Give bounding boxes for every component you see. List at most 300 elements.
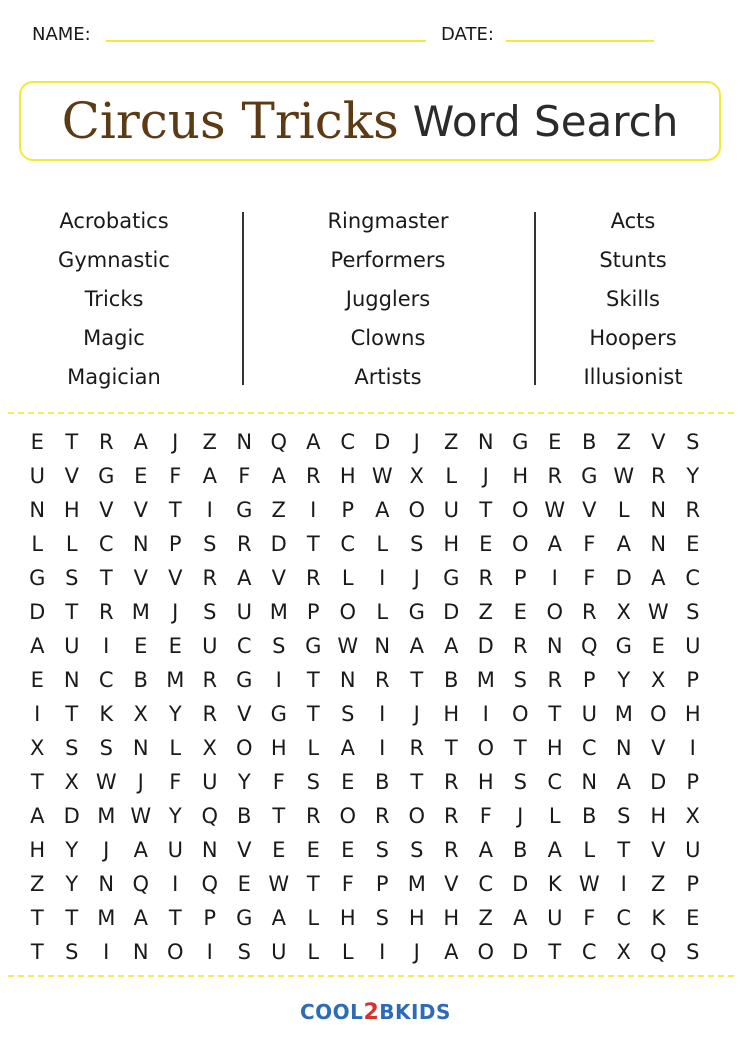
grid-letter[interactable]: I [103, 634, 110, 658]
grid-letter[interactable]: Z [616, 430, 631, 454]
grid-letter[interactable]: F [479, 804, 492, 828]
grid-letter[interactable]: W [371, 464, 393, 488]
grid-letter[interactable]: T [30, 906, 44, 930]
grid-letter[interactable]: F [169, 770, 182, 794]
grid-letter[interactable]: Y [168, 702, 182, 726]
grid-letter[interactable]: W [95, 770, 117, 794]
grid-letter[interactable]: S [617, 804, 631, 828]
grid-letter[interactable]: V [99, 498, 114, 522]
grid-letter[interactable]: V [133, 498, 148, 522]
grid-letter[interactable]: B [444, 668, 459, 692]
grid-letter[interactable]: D [650, 770, 667, 794]
grid-letter[interactable]: G [615, 634, 632, 658]
grid-letter[interactable]: T [65, 702, 79, 726]
grid-letter[interactable]: D [63, 804, 80, 828]
grid-letter[interactable]: G [443, 566, 460, 590]
grid-letter[interactable]: Y [617, 668, 631, 692]
grid-letter[interactable]: A [616, 770, 631, 794]
grid-letter[interactable]: E [479, 532, 493, 556]
grid-letter[interactable]: Z [202, 430, 217, 454]
grid-letter[interactable]: G [29, 566, 46, 590]
grid-letter[interactable]: I [482, 702, 489, 726]
grid-letter[interactable]: C [236, 634, 252, 658]
grid-letter[interactable]: H [408, 906, 425, 930]
grid-letter[interactable]: T [306, 668, 320, 692]
grid-letter[interactable]: D [512, 940, 529, 964]
grid-letter[interactable]: A [444, 634, 459, 658]
grid-letter[interactable]: R [443, 838, 459, 862]
grid-letter[interactable]: S [513, 668, 527, 692]
grid-letter[interactable]: N [63, 668, 80, 692]
grid-letter[interactable]: T [306, 532, 320, 556]
grid-letter[interactable]: E [237, 872, 251, 896]
grid-letter[interactable]: I [206, 940, 213, 964]
grid-letter[interactable]: P [341, 498, 355, 522]
grid-letter[interactable]: C [98, 668, 114, 692]
grid-letter[interactable]: E [168, 634, 182, 658]
grid-letter[interactable]: P [582, 668, 596, 692]
grid-letter[interactable]: R [305, 566, 321, 590]
grid-letter[interactable]: L [341, 566, 354, 590]
grid-letter[interactable]: A [547, 532, 562, 556]
grid-letter[interactable]: S [65, 736, 79, 760]
grid-letter[interactable]: R [374, 804, 390, 828]
grid-letter[interactable]: W [613, 464, 635, 488]
grid-letter[interactable]: A [237, 566, 252, 590]
grid-letter[interactable]: M [614, 702, 633, 726]
grid-letter[interactable]: G [305, 634, 322, 658]
grid-letter[interactable]: V [651, 430, 666, 454]
grid-letter[interactable]: L [307, 906, 320, 930]
grid-letter[interactable]: U [202, 634, 218, 658]
grid-letter[interactable]: U [202, 770, 218, 794]
grid-letter[interactable]: N [581, 770, 598, 794]
grid-letter[interactable]: Q [270, 430, 288, 454]
grid-letter[interactable]: R [202, 566, 218, 590]
grid-letter[interactable]: M [97, 804, 116, 828]
grid-letter[interactable]: G [581, 464, 598, 488]
grid-letter[interactable]: U [29, 464, 45, 488]
grid-letter[interactable]: O [511, 498, 529, 522]
grid-letter[interactable]: S [65, 566, 79, 590]
grid-letter[interactable]: S [99, 736, 113, 760]
grid-letter[interactable]: M [476, 668, 495, 692]
grid-letter[interactable]: Y [65, 872, 79, 896]
grid-letter[interactable]: S [410, 838, 424, 862]
grid-letter[interactable]: L [307, 940, 320, 964]
grid-letter[interactable]: G [236, 668, 253, 692]
grid-letter[interactable]: I [103, 940, 110, 964]
grid-letter[interactable]: U [685, 838, 701, 862]
grid-letter[interactable]: Z [651, 872, 666, 896]
grid-letter[interactable]: O [511, 702, 529, 726]
grid-letter[interactable]: R [98, 430, 114, 454]
grid-letter[interactable]: N [98, 872, 115, 896]
grid-letter[interactable]: E [30, 668, 44, 692]
grid-letter[interactable]: N [546, 634, 563, 658]
grid-letter[interactable]: T [168, 906, 182, 930]
grid-letter[interactable]: O [408, 498, 426, 522]
grid-letter[interactable]: H [339, 906, 356, 930]
grid-letter[interactable]: I [379, 940, 386, 964]
grid-letter[interactable]: V [651, 838, 666, 862]
grid-letter[interactable]: H [512, 464, 529, 488]
grid-letter[interactable]: D [270, 532, 287, 556]
grid-letter[interactable]: A [340, 736, 355, 760]
grid-letter[interactable]: A [133, 838, 148, 862]
grid-letter[interactable]: S [203, 532, 217, 556]
grid-letter[interactable]: X [64, 770, 79, 794]
grid-letter[interactable]: G [512, 430, 529, 454]
grid-letter[interactable]: C [340, 532, 356, 556]
grid-letter[interactable]: U [167, 838, 183, 862]
grid-letter[interactable]: U [547, 906, 563, 930]
grid-letter[interactable]: A [444, 940, 459, 964]
grid-letter[interactable]: V [237, 702, 252, 726]
grid-letter[interactable]: B [237, 804, 252, 828]
grid-letter[interactable]: T [617, 838, 631, 862]
grid-letter[interactable]: R [305, 804, 321, 828]
grid-letter[interactable]: J [482, 464, 489, 488]
grid-letter[interactable]: P [168, 532, 182, 556]
grid-letter[interactable]: W [337, 634, 359, 658]
grid-letter[interactable]: T [548, 702, 562, 726]
grid-letter[interactable]: M [407, 872, 426, 896]
grid-letter[interactable]: D [477, 634, 494, 658]
grid-letter[interactable]: T [99, 566, 113, 590]
grid-letter[interactable]: T [65, 600, 79, 624]
grid-letter[interactable]: L [307, 736, 320, 760]
grid-letter[interactable]: W [130, 804, 152, 828]
grid-letter[interactable]: U [581, 702, 597, 726]
grid-letter[interactable]: L [341, 940, 354, 964]
grid-letter[interactable]: A [616, 532, 631, 556]
grid-letter[interactable]: G [270, 702, 287, 726]
grid-letter[interactable]: L [65, 532, 78, 556]
grid-letter[interactable]: Q [201, 804, 219, 828]
grid-letter[interactable]: B [375, 770, 390, 794]
grid-letter[interactable]: P [306, 600, 320, 624]
grid-letter[interactable]: M [269, 600, 288, 624]
grid-letter[interactable]: S [375, 838, 389, 862]
grid-letter[interactable]: C [478, 872, 494, 896]
grid-letter[interactable]: J [413, 430, 420, 454]
grid-letter[interactable]: N [132, 940, 149, 964]
grid-letter[interactable]: C [340, 430, 356, 454]
grid-letter[interactable]: H [270, 736, 287, 760]
grid-letter[interactable]: E [341, 838, 355, 862]
grid-letter[interactable]: M [166, 668, 185, 692]
grid-letter[interactable]: N [339, 668, 356, 692]
name-line[interactable] [106, 40, 426, 42]
grid-letter[interactable]: J [172, 600, 179, 624]
grid-letter[interactable]: I [689, 736, 696, 760]
grid-letter[interactable]: W [578, 872, 600, 896]
grid-letter[interactable]: N [132, 736, 149, 760]
grid-letter[interactable]: K [651, 906, 666, 930]
grid-letter[interactable]: R [202, 702, 218, 726]
grid-letter[interactable]: T [410, 770, 424, 794]
grid-letter[interactable]: N [477, 430, 494, 454]
grid-letter[interactable]: T [65, 906, 79, 930]
grid-letter[interactable]: O [477, 736, 495, 760]
grid-letter[interactable]: R [202, 668, 218, 692]
grid-letter[interactable]: Q [132, 872, 150, 896]
grid-letter[interactable]: S [65, 940, 79, 964]
grid-letter[interactable]: B [582, 804, 597, 828]
grid-letter[interactable]: U [271, 940, 287, 964]
grid-letter[interactable]: E [134, 634, 148, 658]
grid-letter[interactable]: Z [444, 430, 459, 454]
grid-letter[interactable]: E [686, 532, 700, 556]
grid-letter[interactable]: V [64, 464, 79, 488]
grid-letter[interactable]: O [511, 532, 529, 556]
grid-letter[interactable]: D [374, 430, 391, 454]
grid-letter[interactable]: R [305, 464, 321, 488]
grid-letter[interactable]: H [684, 702, 701, 726]
grid-letter[interactable]: I [275, 668, 282, 692]
grid-letter[interactable]: R [512, 634, 528, 658]
grid-letter[interactable]: J [103, 838, 110, 862]
grid-letter[interactable]: M [131, 600, 150, 624]
grid-letter[interactable]: L [31, 532, 44, 556]
grid-letter[interactable]: Z [30, 872, 45, 896]
grid-letter[interactable]: W [544, 498, 566, 522]
grid-letter[interactable]: I [172, 872, 179, 896]
grid-letter[interactable]: V [271, 566, 286, 590]
grid-letter[interactable]: X [133, 702, 148, 726]
grid-letter[interactable]: G [408, 600, 425, 624]
grid-letter[interactable]: Z [271, 498, 286, 522]
grid-letter[interactable]: N [615, 736, 632, 760]
grid-letter[interactable]: N [374, 634, 391, 658]
grid-letter[interactable]: X [616, 940, 631, 964]
grid-letter[interactable]: A [306, 430, 321, 454]
grid-letter[interactable]: Q [580, 634, 598, 658]
grid-letter[interactable]: H [29, 838, 46, 862]
grid-letter[interactable]: J [517, 804, 524, 828]
grid-letter[interactable]: T [306, 872, 320, 896]
grid-letter[interactable]: H [443, 702, 460, 726]
grid-letter[interactable]: W [647, 600, 669, 624]
grid-letter[interactable]: S [375, 906, 389, 930]
grid-letter[interactable]: J [413, 940, 420, 964]
grid-letter[interactable]: P [686, 770, 700, 794]
grid-letter[interactable]: O [477, 940, 495, 964]
grid-letter[interactable]: T [410, 668, 424, 692]
grid-letter[interactable]: R [236, 532, 252, 556]
grid-letter[interactable]: N [650, 532, 667, 556]
grid-letter[interactable]: F [238, 464, 251, 488]
grid-letter[interactable]: E [134, 464, 148, 488]
grid-letter[interactable]: T [65, 430, 79, 454]
grid-letter[interactable]: I [620, 872, 627, 896]
grid-letter[interactable]: J [413, 566, 420, 590]
grid-letter[interactable]: C [685, 566, 701, 590]
grid-letter[interactable]: C [98, 532, 114, 556]
grid-letter[interactable]: Z [478, 906, 493, 930]
grid-letter[interactable]: S [203, 600, 217, 624]
grid-letter[interactable]: Y [65, 838, 79, 862]
grid-letter[interactable]: I [206, 498, 213, 522]
grid-letter[interactable]: U [236, 600, 252, 624]
grid-letter[interactable]: P [686, 872, 700, 896]
grid-letter[interactable]: P [203, 906, 217, 930]
grid-letter[interactable]: O [546, 600, 564, 624]
grid-letter[interactable]: A [513, 906, 528, 930]
grid-letter[interactable]: C [616, 906, 632, 930]
grid-letter[interactable]: Q [201, 872, 219, 896]
grid-letter[interactable]: A [271, 464, 286, 488]
grid-letter[interactable]: S [306, 770, 320, 794]
grid-letter[interactable]: N [236, 430, 253, 454]
grid-letter[interactable]: A [30, 634, 45, 658]
grid-letter[interactable]: L [169, 736, 182, 760]
grid-letter[interactable]: X [651, 668, 666, 692]
grid-letter[interactable]: K [547, 872, 562, 896]
grid-letter[interactable]: O [339, 804, 357, 828]
grid-letter[interactable]: T [30, 940, 44, 964]
grid-letter[interactable]: U [443, 498, 459, 522]
grid-letter[interactable]: T [272, 804, 286, 828]
grid-letter[interactable]: G [236, 498, 253, 522]
grid-letter[interactable]: Q [649, 940, 667, 964]
grid-letter[interactable]: R [547, 464, 563, 488]
grid-letter[interactable]: F [583, 906, 596, 930]
grid-letter[interactable]: E [30, 430, 44, 454]
grid-letter[interactable]: R [409, 736, 425, 760]
grid-letter[interactable]: A [271, 906, 286, 930]
grid-letter[interactable]: T [513, 736, 527, 760]
grid-letter[interactable]: I [310, 498, 317, 522]
grid-letter[interactable]: H [477, 770, 494, 794]
grid-letter[interactable]: G [236, 906, 253, 930]
grid-letter[interactable]: S [341, 702, 355, 726]
grid-letter[interactable]: L [548, 804, 561, 828]
grid-letter[interactable]: I [34, 702, 41, 726]
grid-letter[interactable]: R [98, 600, 114, 624]
grid-letter[interactable]: T [306, 702, 320, 726]
grid-letter[interactable]: V [237, 838, 252, 862]
grid-letter[interactable]: N [29, 498, 46, 522]
grid-letter[interactable]: F [169, 464, 182, 488]
grid-letter[interactable]: M [97, 906, 116, 930]
grid-letter[interactable]: Y [168, 804, 182, 828]
grid-letter[interactable]: H [339, 464, 356, 488]
grid-letter[interactable]: R [650, 464, 666, 488]
grid-letter[interactable]: L [376, 532, 389, 556]
grid-letter[interactable]: A [133, 430, 148, 454]
grid-letter[interactable]: A [547, 838, 562, 862]
grid-letter[interactable]: O [649, 702, 667, 726]
grid-letter[interactable]: P [375, 872, 389, 896]
grid-letter[interactable]: I [551, 566, 558, 590]
grid-letter[interactable]: X [30, 736, 45, 760]
grid-letter[interactable]: A [202, 464, 217, 488]
grid-letter[interactable]: H [443, 532, 460, 556]
grid-letter[interactable]: V [444, 872, 459, 896]
grid-letter[interactable]: I [379, 736, 386, 760]
grid-letter[interactable]: O [408, 804, 426, 828]
grid-letter[interactable]: O [339, 600, 357, 624]
grid-letter[interactable]: P [513, 566, 527, 590]
grid-letter[interactable]: X [202, 736, 217, 760]
grid-letter[interactable]: E [306, 838, 320, 862]
grid-letter[interactable]: A [478, 838, 493, 862]
grid-letter[interactable]: L [445, 464, 458, 488]
grid-letter[interactable]: H [443, 906, 460, 930]
grid-letter[interactable]: S [237, 940, 251, 964]
grid-letter[interactable]: C [581, 940, 597, 964]
grid-letter[interactable]: S [513, 770, 527, 794]
grid-letter[interactable]: O [166, 940, 184, 964]
grid-letter[interactable]: X [409, 464, 424, 488]
grid-letter[interactable]: I [379, 702, 386, 726]
grid-letter[interactable]: R [547, 668, 563, 692]
grid-letter[interactable]: S [410, 532, 424, 556]
grid-letter[interactable]: U [64, 634, 80, 658]
grid-letter[interactable]: E [341, 770, 355, 794]
grid-letter[interactable]: F [583, 532, 596, 556]
grid-letter[interactable]: V [582, 498, 597, 522]
grid-letter[interactable]: F [341, 872, 354, 896]
grid-letter[interactable]: L [583, 838, 596, 862]
grid-letter[interactable]: H [63, 498, 80, 522]
grid-letter[interactable]: R [443, 804, 459, 828]
grid-letter[interactable]: A [30, 804, 45, 828]
grid-letter[interactable]: T [548, 940, 562, 964]
grid-letter[interactable]: C [581, 736, 597, 760]
grid-letter[interactable]: T [479, 498, 493, 522]
grid-letter[interactable]: S [272, 634, 286, 658]
grid-letter[interactable]: B [513, 838, 528, 862]
grid-letter[interactable]: D [615, 566, 632, 590]
grid-letter[interactable]: V [133, 566, 148, 590]
grid-letter[interactable]: R [685, 498, 701, 522]
grid-letter[interactable]: U [685, 634, 701, 658]
grid-letter[interactable]: J [172, 430, 179, 454]
grid-letter[interactable]: R [374, 668, 390, 692]
grid-letter[interactable]: R [581, 600, 597, 624]
grid-letter[interactable]: H [546, 736, 563, 760]
grid-letter[interactable]: I [379, 566, 386, 590]
grid-letter[interactable]: S [686, 600, 700, 624]
grid-letter[interactable]: J [137, 770, 144, 794]
grid-letter[interactable]: L [617, 498, 630, 522]
grid-letter[interactable]: V [168, 566, 183, 590]
grid-letter[interactable]: B [133, 668, 148, 692]
grid-letter[interactable]: E [548, 430, 562, 454]
grid-letter[interactable]: X [685, 804, 700, 828]
grid-letter[interactable]: S [686, 940, 700, 964]
grid-letter[interactable]: T [30, 770, 44, 794]
grid-letter[interactable]: A [133, 906, 148, 930]
grid-letter[interactable]: Y [686, 464, 700, 488]
grid-letter[interactable]: P [686, 668, 700, 692]
grid-letter[interactable]: X [616, 600, 631, 624]
grid-letter[interactable]: T [444, 736, 458, 760]
grid-letter[interactable]: W [268, 872, 290, 896]
grid-letter[interactable]: A [375, 498, 390, 522]
grid-letter[interactable]: Z [478, 600, 493, 624]
grid-letter[interactable]: N [132, 532, 149, 556]
grid-letter[interactable]: Y [237, 770, 251, 794]
grid-letter[interactable]: K [99, 702, 114, 726]
grid-letter[interactable]: J [413, 702, 420, 726]
grid-letter[interactable]: F [272, 770, 285, 794]
grid-letter[interactable]: E [651, 634, 665, 658]
grid-letter[interactable]: E [513, 600, 527, 624]
